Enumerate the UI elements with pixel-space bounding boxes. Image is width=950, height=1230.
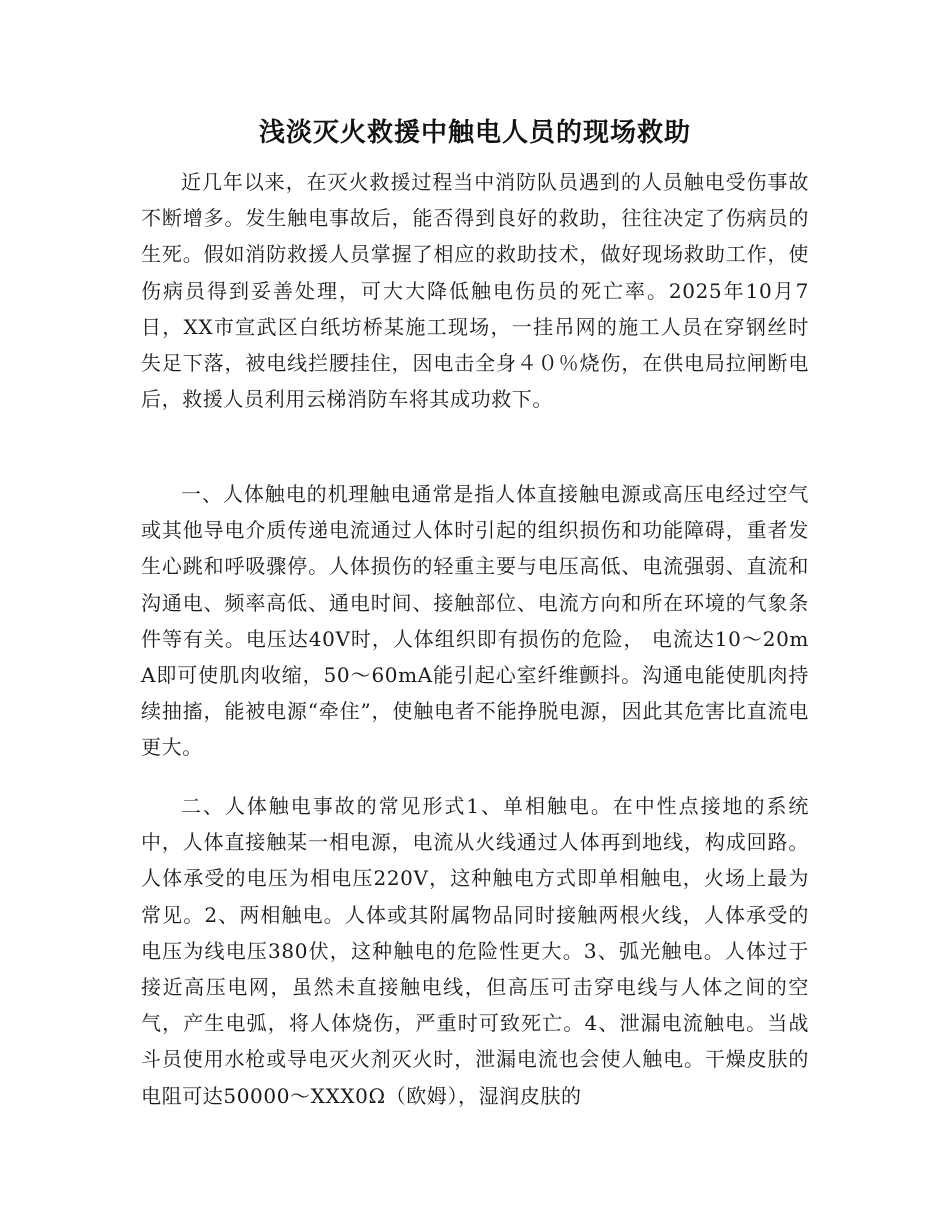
paragraph-intro: 近几年以来，在灭火救援过程当中消防队员遇到的人员触电受伤事故不断增多。发生触电事故后，能否得到良好的救助，往往决定了伤病员的生死。假如消防救援人员掌握了相应的救助技术，做好现场救助工作，使伤病员得到妥善处理，可大大降低触电伤员的死亡率。2025年10月7日，XX市宣武区白纸坊桥某施工现场，一挂吊网的施工人员在穿钢丝时失足下落，被电线拦腰挂住，因电击全身４０％烧伤，在供电局拉闸断电后，救援人员利用云梯消防车将其成功救下。	[141, 170, 809, 412]
document-title: 浅淡灭火救援中触电人员的现场救助	[258, 118, 691, 148]
paragraph-forms: 二、人体触电事故的常见形式1、单相触电。在中性点接地的系统中，人体直接触某一相电源，电流从火线通过人体再到地线，构成回路。人体承受的电压为相电压220V，这种触电方式即单相触电，火场上最为常见。2、两相触电。人体或其附属物品同时接触两根火线，人体承受的电压为线电压380伏，这种触电的危险性更大。3、弧光触电。人体过于接近高压电网，虽然未直接触电线，但高压可击穿电线与人体之间的空气，产生电弧，将人体烧伤，严重时可致死亡。4、泄漏电流触电。当战斗员使用水枪或导电灭火剂灭火时，泄漏电流也会使人触电。干燥皮肤的电阻可达50000～XXX0Ω（欧姆），湿润皮肤的	[141, 794, 809, 1108]
paragraph-mechanism: 一、人体触电的机理触电通常是指人体直接触电源或高压电经过空气或其他导电介质传递电流通过人体时引起的组织损伤和功能障碍，重者发生心跳和呼吸骤停。人体损伤的轻重主要与电压高低、电流强弱、直流和沟通电、频率高低、通电时间、接触部位、电流方向和所在环境的气象条件等有关。电压达40V时，人体组织即有损伤的危险， 电流达10～20mA即可使肌肉收缩，50～60mA能引起心室纤维颤抖。沟通电能使肌肉持续抽搐，能被电源“牵住”，使触电者不能挣脱电源，因此其危害比直流电更大。	[141, 482, 809, 760]
